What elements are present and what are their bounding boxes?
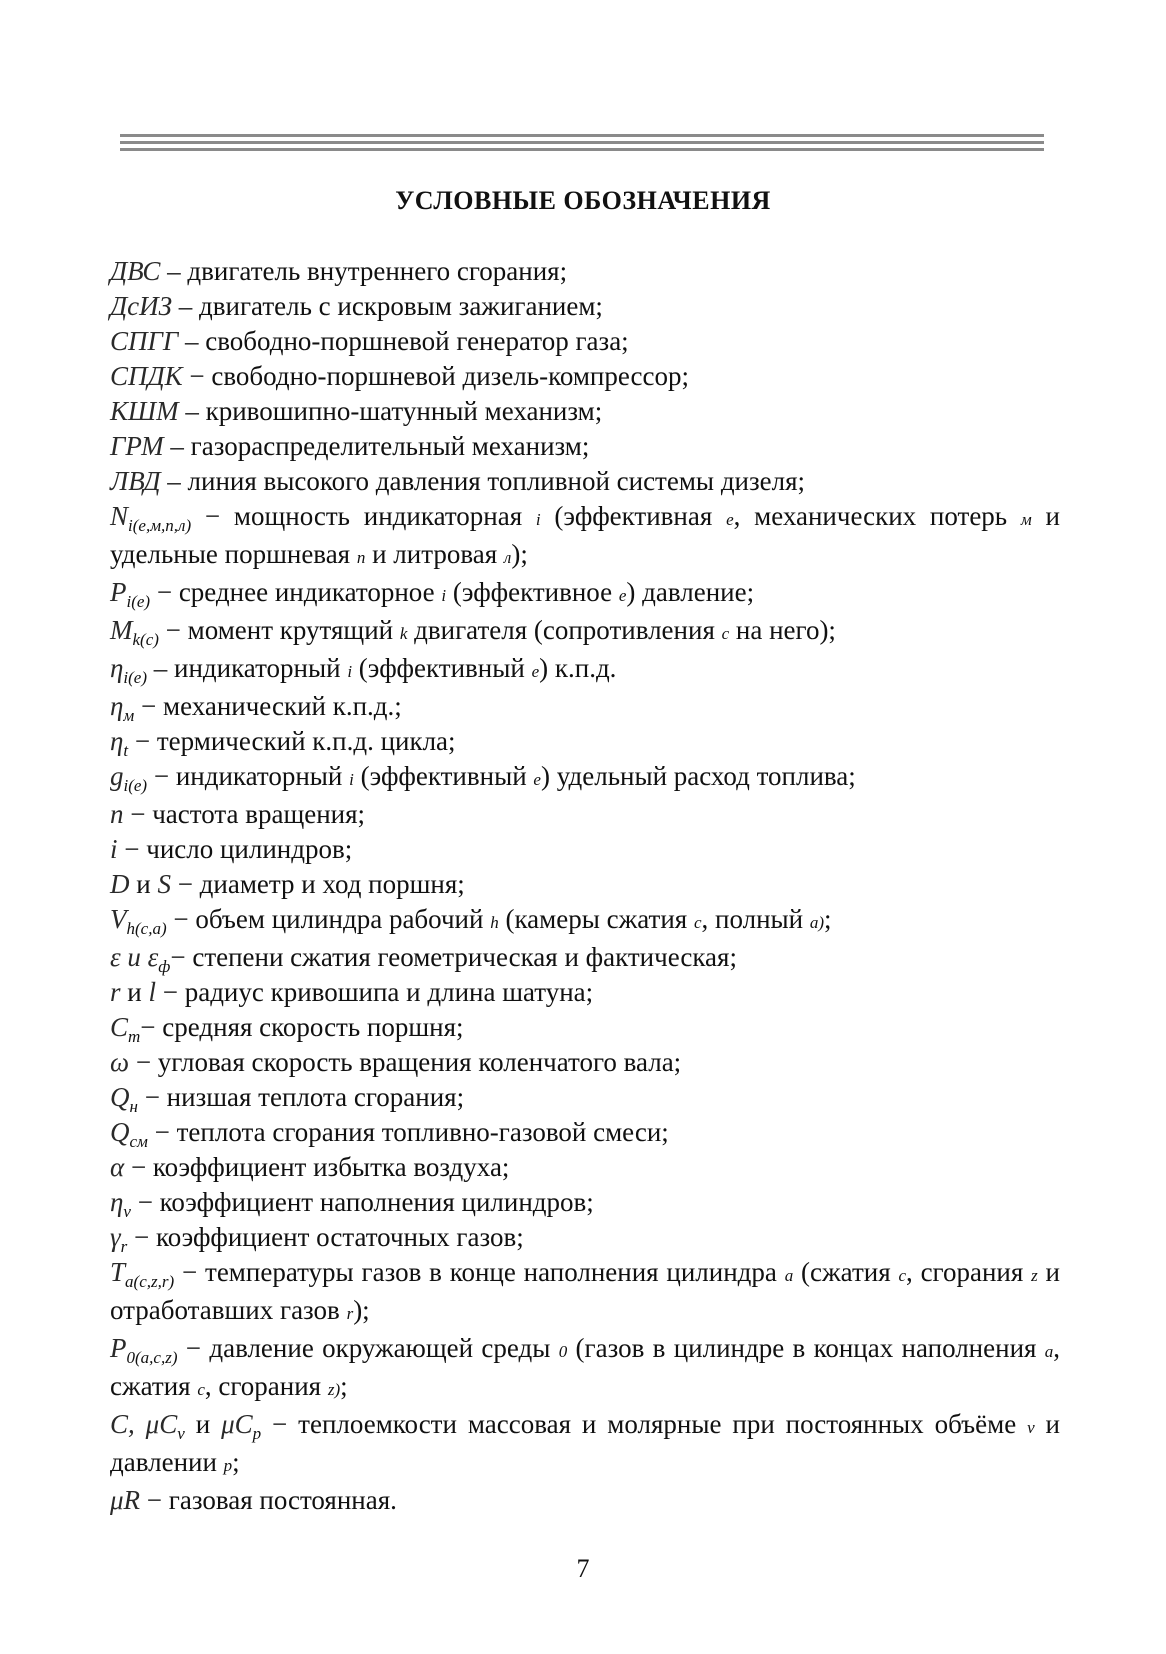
header-rule-line (120, 148, 1044, 151)
entry-index: z (1031, 1266, 1038, 1285)
entry-index: c (898, 1266, 906, 1285)
notation-entry (110, 1010, 1060, 1045)
notation-entry (110, 651, 1060, 689)
entry-description: ) давление; (626, 577, 755, 607)
entry-index: a) (809, 913, 825, 932)
entry-description: , сгорания (906, 1257, 1032, 1287)
entry-conjunction: и (120, 977, 149, 1007)
entry-index: v (1027, 1418, 1035, 1437)
notation-entry (110, 1483, 1060, 1518)
notation-entry (110, 1255, 1060, 1331)
entry-index: r (346, 1304, 354, 1323)
entry-symbol: T (110, 1257, 126, 1287)
entry-description: ); (353, 1295, 370, 1325)
entry-subscript: м (123, 706, 135, 725)
entry-subscript: t (123, 741, 129, 760)
entry-symbol: ω (110, 1047, 130, 1077)
page-number: 7 (576, 1554, 590, 1583)
entry-symbol: КШМ (110, 396, 179, 426)
entry-index: i (535, 510, 541, 529)
entry-index: е (531, 662, 540, 681)
notation-entry (110, 1080, 1060, 1115)
notation-entry (110, 1331, 1060, 1407)
entry-description: ) к.п.д. (539, 653, 617, 683)
entry-symbol: СПГГ (110, 326, 179, 356)
entry-description: двигателя (сопротивления (407, 615, 722, 645)
entry-description: (сжатия (793, 1257, 899, 1287)
notation-entry (110, 254, 1060, 289)
entry-index: p (223, 1456, 233, 1475)
entry-description: , механических потерь (733, 501, 1021, 531)
entry-index: h (490, 913, 499, 932)
entry-symbol: ЛВД (110, 466, 161, 496)
notation-entry (110, 613, 1060, 651)
entry-description: , сжатия (110, 1333, 1061, 1401)
entry-description: (эффективное (446, 577, 619, 607)
entry-subscript: m (128, 1027, 141, 1046)
entry-subscript: 0(a,c,z) (126, 1348, 178, 1367)
entry-symbol: i (110, 834, 118, 864)
entry-description: − индикаторный (147, 761, 350, 791)
entry-description: − температуры газов в конце наполнения цилиндра (174, 1257, 785, 1287)
entry-subscript: h(c,a) (126, 919, 167, 938)
entry-symbol: S (157, 869, 171, 899)
page-title: УСЛОВНЫЕ ОБОЗНАЧЕНИЯ (395, 186, 771, 215)
entry-index: i (347, 662, 353, 681)
entry-description: − газовая постоянная. (140, 1485, 397, 1515)
entry-description: − мощность индикаторная (191, 501, 536, 531)
entry-index: c (693, 913, 702, 932)
entry-subscript: k(c) (132, 630, 159, 649)
entry-index: л (503, 548, 512, 567)
entry-symbol: P (110, 1333, 127, 1363)
entry-subscript: i(е) (123, 776, 148, 795)
entry-conjunction: и (129, 869, 158, 899)
notation-entry (110, 867, 1060, 902)
entry-description: – свободно-поршневой генератор газа; (178, 326, 629, 356)
entry-description: − диаметр и ход поршня; (170, 869, 465, 899)
entry-index: е (618, 586, 627, 605)
entry-index: 0 (558, 1342, 568, 1361)
notation-entry (110, 429, 1060, 464)
entry-description: , полный (701, 904, 810, 934)
entry-description: − низшая теплота сгорания; (137, 1082, 465, 1112)
notation-list (110, 254, 1060, 1518)
entry-description: – кривошипно-шатунный механизм; (178, 396, 603, 426)
entry-symbol: ε и ε (110, 942, 159, 972)
entry-description: и отработавших газов (110, 1257, 1060, 1325)
entry-description: (эффективная (540, 501, 727, 531)
entry-symbol: C, μC (110, 1409, 178, 1439)
notation-entry (110, 1045, 1060, 1080)
entry-index: е (533, 770, 541, 789)
entry-description: − радиус кривошипа и длина шатуна; (155, 977, 594, 1007)
entry-subscript: i(е) (126, 592, 151, 611)
notation-entry (110, 759, 1060, 797)
notation-entry (110, 902, 1060, 940)
entry-symbol: η (110, 691, 124, 721)
entry-symbol: r (110, 977, 121, 1007)
entry-index: a (784, 1266, 794, 1285)
entry-symbol: N (110, 501, 129, 531)
entry-description: (эффективный (353, 761, 534, 791)
entry-subscript: p (252, 1424, 262, 1443)
notation-entry (110, 324, 1060, 359)
entry-symbol: V (110, 904, 127, 934)
entry-description: ; (340, 1371, 348, 1401)
entry-subscript: i(е,м,n,л) (128, 516, 192, 535)
entry-description: – индикаторный (147, 653, 348, 683)
entry-description: и литровая (365, 539, 504, 569)
entry-index: c (197, 1380, 205, 1399)
entry-subscript: v (177, 1424, 185, 1443)
entry-index: c (721, 624, 730, 643)
entry-description: ; (232, 1447, 240, 1477)
entry-index: k (399, 624, 408, 643)
entry-index: n (356, 548, 366, 567)
entry-index: е (726, 510, 734, 529)
entry-index: z) (327, 1380, 341, 1399)
entry-description: ); (511, 539, 528, 569)
entry-description: − частота вращения; (123, 799, 366, 829)
entry-conjunction: и (184, 1409, 222, 1439)
entry-description: − давление окружающей среды (177, 1333, 559, 1363)
entry-description: (камеры сжатия (498, 904, 694, 934)
entry-symbol: α (110, 1152, 125, 1182)
entry-description: – газораспределительный механизм; (163, 431, 590, 461)
entry-subscript: i(е) (123, 668, 147, 687)
entry-symbol: ДсИЗ (110, 291, 173, 321)
entry-index: i (441, 586, 447, 605)
entry-description: − теплота сгорания топливно-газовой смеси; (147, 1117, 669, 1147)
entry-description: на него); (729, 615, 836, 645)
notation-entry (110, 1150, 1060, 1185)
notation-entry (110, 359, 1060, 394)
entry-symbol: M (110, 615, 133, 645)
entry-description: − коэффициент наполнения цилиндров; (130, 1187, 594, 1217)
entry-description: − термический к.п.д. цикла; (128, 726, 456, 756)
entry-symbol: C (110, 1012, 129, 1042)
entry-description: − свободно-поршневой дизель-компрессор; (182, 361, 689, 391)
entry-description: – линия высокого давления топливной системы дизеля; (160, 466, 806, 496)
entry-symbol: Q (110, 1082, 130, 1112)
header-rule-line (120, 141, 1044, 144)
entry-index: i (349, 770, 354, 789)
entry-description: − число цилиндров; (117, 834, 353, 864)
entry-symbol: η (110, 653, 124, 683)
entry-symbol: Q (110, 1117, 130, 1147)
entry-description: (эффективный (352, 653, 532, 683)
entry-symbol: P (110, 577, 127, 607)
entry-description: − среднее индикаторное (150, 577, 442, 607)
entry-description: (газов в цилиндре в концах наполнения (567, 1333, 1045, 1363)
entry-symbol: γ (110, 1222, 121, 1252)
entry-symbol: η (110, 1187, 124, 1217)
notation-entry (110, 975, 1060, 1010)
entry-subscript: н (129, 1097, 138, 1116)
entry-description: – двигатель внутреннего сгорания; (160, 256, 568, 286)
entry-subscript: см (129, 1132, 148, 1151)
entry-symbol: ГРМ (110, 431, 164, 461)
entry-description: − угловая скорость вращения коленчатого вала; (129, 1047, 682, 1077)
entry-description: − коэффициент избытка воздуха; (124, 1152, 510, 1182)
header-rule (120, 134, 1044, 155)
notation-entry (110, 575, 1060, 613)
entry-symbol: l (148, 977, 156, 1007)
entry-symbol: n (110, 799, 124, 829)
notation-entry (110, 724, 1060, 759)
entry-symbol: μC (221, 1409, 253, 1439)
notation-entry (110, 1185, 1060, 1220)
notation-entry (110, 940, 1060, 975)
notation-entry (110, 289, 1060, 324)
notation-entry (110, 797, 1060, 832)
notation-entry (110, 464, 1060, 499)
entry-symbol: μR (110, 1485, 141, 1515)
header-rule-line (120, 134, 1044, 137)
entry-symbol: g (110, 761, 124, 791)
entry-subscript: ф (158, 957, 171, 976)
notation-entry (110, 1220, 1060, 1255)
entry-description: ; (824, 904, 832, 934)
entry-symbol: η (110, 726, 124, 756)
entry-description: − объем цилиндра рабочий (166, 904, 491, 934)
entry-description: − коэффициент остаточных газов; (127, 1222, 524, 1252)
entry-description: – двигатель с искровым зажиганием; (172, 291, 603, 321)
entry-description: − средняя скорость поршня; (140, 1012, 464, 1042)
entry-description: − момент крутящий (158, 615, 400, 645)
entry-description: , сгорания (204, 1371, 328, 1401)
notation-entry (110, 832, 1060, 867)
entry-index: м (1020, 510, 1032, 529)
notation-entry (110, 1115, 1060, 1150)
entry-description: − механический к.п.д.; (134, 691, 402, 721)
entry-subscript: a(c,z,r) (125, 1272, 175, 1291)
entry-description: − теплоемкости массовая и молярные при постоянных объёме (261, 1409, 1028, 1439)
entry-symbol: D (110, 869, 130, 899)
entry-description: и удельные поршневая (110, 501, 1060, 569)
notation-entry (110, 499, 1060, 575)
notation-entry (110, 689, 1060, 724)
entry-symbol: ДВС (110, 256, 161, 286)
entry-description: − степени сжатия геометрическая и фактическая; (170, 942, 737, 972)
entry-description: ) удельный расход топлива; (540, 761, 856, 791)
entry-symbol: СПДК (110, 361, 183, 391)
entry-subscript: v (123, 1202, 131, 1221)
notation-entry (110, 394, 1060, 429)
notation-entry (110, 1407, 1060, 1483)
entry-description: и давлении (110, 1409, 1061, 1477)
entry-subscript: r (120, 1237, 128, 1256)
entry-index: a (1044, 1342, 1054, 1361)
